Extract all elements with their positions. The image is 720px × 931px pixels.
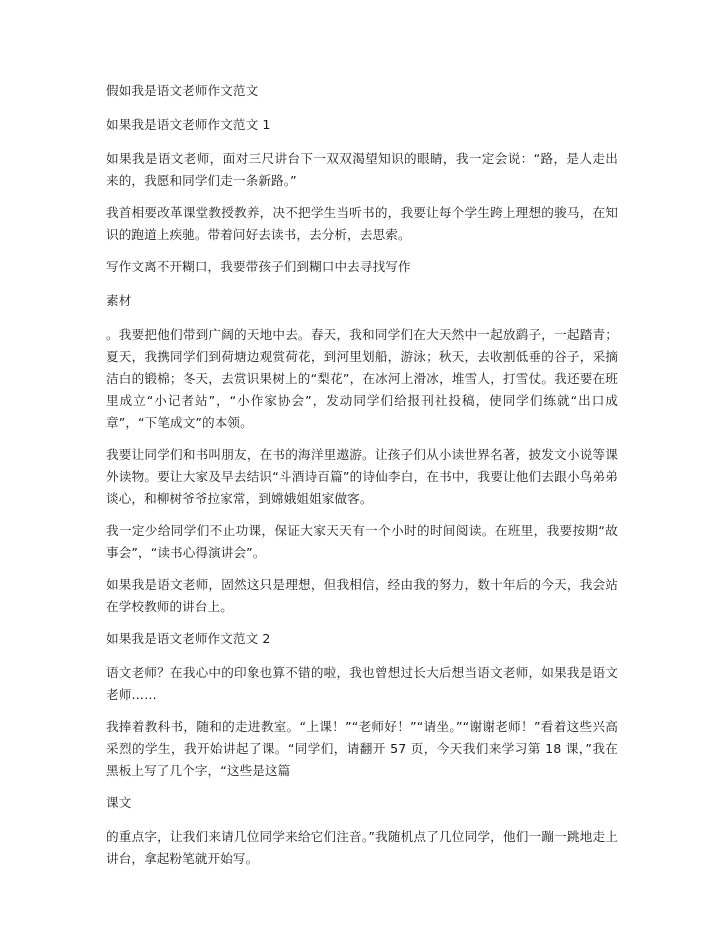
paragraph: 语文老师？在我心中的印象也算不错的啦，我也曾想过长大后想当语文老师，如果我是语文老师…… <box>106 665 618 702</box>
document-page <box>106 80 618 880</box>
paragraph: 如果我是语文老师，面对三尺讲台下一双双渴望知识的眼睛，我一定会说：“路，是人走出来的，我愿和同学们走一条新路。” <box>106 151 618 188</box>
paragraph: 我首相要改革课堂教授教养，决不把学生当听书的，我要让每个学生跨上理想的骏马，在知识的跑道上疾驰。带着问好去读书，去分析，去思索。 <box>106 205 618 242</box>
paragraph: 我捧着教科书，随和的走进教室。“上课！”“老师好！”“请坐。”“谢谢老师！”看着这些兴高采烈的学生，我开始讲起了课。“同学们，请翻开 57 页，今天我们来学习第 18 课，”我在黑板上写了几个字，“这些是这篇 <box>106 719 618 778</box>
section-heading: 如果我是语文老师作文范文 1 <box>106 117 271 132</box>
document-title: 假如我是语文老师作文范文 <box>106 83 259 98</box>
paragraph: 我一定少给同学们不止功课，保证大家天天有一个小时的时间阅读。在班里，我要按期“故事会”，“读书心得演讲会”。 <box>106 523 618 560</box>
paragraph: 的重点字，让我们来请几位同学来给它们注音。”我随机点了几位同学，他们一蹦一跳地走上讲台，拿起粉笔就开始写。 <box>106 829 618 866</box>
paragraph: 课文 <box>106 795 132 810</box>
paragraph: 写作文离不开糊口，我要带孩子们到糊口中去寻找写作 <box>106 259 411 274</box>
section-heading: 如果我是语文老师作文范文 2 <box>106 631 271 646</box>
paragraph: 素材 <box>106 293 132 308</box>
paragraph: 如果我是语文老师，固然这只是理想，但我相信，经由我的努力，数十年后的今天，我会站在学校教师的讲台上。 <box>106 577 618 614</box>
paragraph: 。我要把他们带到广阔的天地中去。春天，我和同学们在大天然中一起放鹞子，一起踏青；夏天，我携同学们到荷塘边观赏荷花，到河里划船，游泳；秋天，去收割低垂的谷子，采摘洁白的锻棉；冬天，去赏识果树上的“梨花”，在冰河上滑冰，堆雪人，打雪仗。我还要在班里成立“小记者站”，“小作家协会”，发动同学们给报刊社投稿，使同学们练就“出口成章”，“下笔成文”的本领。 <box>106 327 618 430</box>
paragraph: 我要让同学们和书叫朋友，在书的海洋里遨游。让孩子们从小读世界名著，披发文小说等课外读物。要让大家及早去结识“斗酒诗百篇”的诗仙李白，在书中，我要让他们去跟小鸟弟弟谈心，和柳树爷爷拉家常，到嫦娥姐姐家做客。 <box>106 447 618 506</box>
